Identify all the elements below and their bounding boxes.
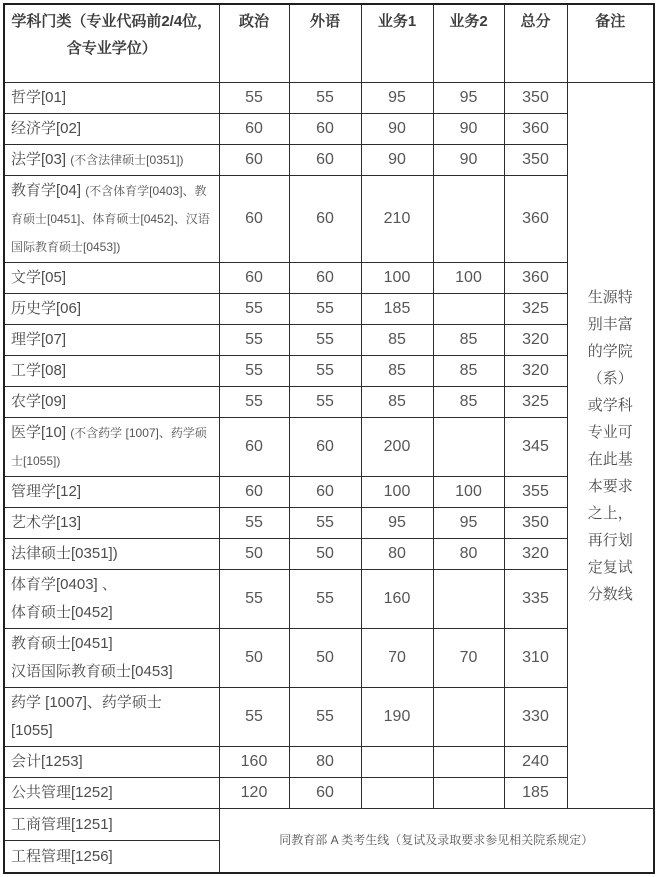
subject-label: 工学[08] — [11, 362, 67, 379]
cell-major1: 90 — [361, 114, 433, 145]
cell-politics: 60 — [219, 114, 289, 145]
cell-major1: 85 — [361, 356, 433, 387]
table-row — [4, 570, 654, 629]
header-row — [4, 4, 654, 83]
subject-label: 工程管理[1256] — [11, 848, 113, 865]
subject-cell — [4, 747, 219, 778]
cell-foreign-language: 55 — [289, 508, 361, 539]
cell-foreign-language: 50 — [289, 539, 361, 570]
table-row — [4, 809, 654, 841]
subject-label-line2: [1055] — [11, 722, 53, 739]
subject-cell — [4, 629, 219, 688]
table-row — [4, 325, 654, 356]
cell-foreign-language: 80 — [289, 747, 361, 778]
cell-major2: 100 — [433, 263, 504, 294]
cell-politics: 55 — [219, 356, 289, 387]
score-table — [3, 3, 655, 874]
table-row — [4, 263, 654, 294]
subject-cell — [4, 778, 219, 809]
cell-total: 350 — [504, 508, 567, 539]
subject-label: 教育学[04] — [11, 182, 86, 199]
cell-major1: 90 — [361, 145, 433, 176]
subject-cell — [4, 176, 219, 263]
cell-major2: 90 — [433, 145, 504, 176]
remark-cell — [567, 83, 654, 809]
cell-total: 325 — [504, 387, 567, 418]
cell-politics: 60 — [219, 145, 289, 176]
subject-label: 历史学[06] — [11, 300, 82, 317]
cell-politics: 60 — [219, 477, 289, 508]
cell-foreign-language: 55 — [289, 325, 361, 356]
cell-major1: 100 — [361, 263, 433, 294]
subject-label: 会计[1253] — [11, 753, 83, 770]
col-header-politics: 政治 — [219, 4, 289, 83]
cell-total: 240 — [504, 747, 567, 778]
cell-major1: 95 — [361, 83, 433, 114]
cell-major1 — [361, 778, 433, 809]
subject-cell — [4, 387, 219, 418]
cell-foreign-language: 50 — [289, 629, 361, 688]
cell-foreign-language: 55 — [289, 356, 361, 387]
cell-politics: 160 — [219, 747, 289, 778]
cell-major1: 160 — [361, 570, 433, 629]
table-body — [4, 83, 654, 874]
cell-politics: 55 — [219, 83, 289, 114]
cell-major1 — [361, 747, 433, 778]
table-row — [4, 83, 654, 114]
cell-major2: 100 — [433, 477, 504, 508]
subject-label: 文学[05] — [11, 269, 67, 286]
subject-label: 药学 [1007]、药学硕士 — [11, 694, 162, 711]
cell-major2: 85 — [433, 325, 504, 356]
subject-cell — [4, 477, 219, 508]
footer-note-cell: 同教育部 A 类考生线（复试及录取要求参见相关院系规定） — [219, 809, 654, 874]
subject-label: 农学[09] — [11, 393, 67, 410]
table-row — [4, 145, 654, 176]
cell-foreign-language: 55 — [289, 387, 361, 418]
cell-total: 360 — [504, 114, 567, 145]
table-row — [4, 477, 654, 508]
cell-total: 310 — [504, 629, 567, 688]
cell-major1: 95 — [361, 508, 433, 539]
subject-cell — [4, 263, 219, 294]
cell-total: 185 — [504, 778, 567, 809]
subject-label: 工商管理[1251] — [11, 816, 113, 833]
cell-major2: 95 — [433, 83, 504, 114]
subject-cell — [4, 114, 219, 145]
table-row — [4, 294, 654, 325]
cell-total: 325 — [504, 294, 567, 325]
cell-total: 360 — [504, 176, 567, 263]
cell-foreign-language: 55 — [289, 688, 361, 747]
cell-major1: 85 — [361, 387, 433, 418]
cell-foreign-language: 60 — [289, 477, 361, 508]
cell-major1: 210 — [361, 176, 433, 263]
cell-politics: 60 — [219, 263, 289, 294]
subject-label: 理学[07] — [11, 331, 67, 348]
cell-major2 — [433, 747, 504, 778]
subject-cell — [4, 841, 219, 874]
subject-cell — [4, 688, 219, 747]
cell-major2 — [433, 176, 504, 263]
cell-total: 345 — [504, 418, 567, 477]
subject-cell — [4, 325, 219, 356]
cell-major1: 190 — [361, 688, 433, 747]
cell-politics: 60 — [219, 176, 289, 263]
cell-foreign-language: 60 — [289, 176, 361, 263]
col-header-remark: 备注 — [567, 4, 654, 83]
col-header-major1: 业务1 — [361, 4, 433, 83]
cell-total: 350 — [504, 83, 567, 114]
subject-label-note: (不含药学 [1007]、药学硕士[1055]) — [11, 426, 207, 468]
cell-major1: 185 — [361, 294, 433, 325]
cell-major2: 80 — [433, 539, 504, 570]
subject-cell — [4, 83, 219, 114]
cell-major1: 80 — [361, 539, 433, 570]
table-row — [4, 688, 654, 747]
table-row — [4, 176, 654, 263]
table-row — [4, 747, 654, 778]
cell-major1: 100 — [361, 477, 433, 508]
cell-major2: 70 — [433, 629, 504, 688]
cell-total: 335 — [504, 570, 567, 629]
cell-total: 355 — [504, 477, 567, 508]
subject-cell — [4, 145, 219, 176]
cell-politics: 120 — [219, 778, 289, 809]
subject-label-line2: 体育硕士[0452] — [11, 604, 113, 621]
subject-cell — [4, 508, 219, 539]
table-row — [4, 778, 654, 809]
cell-major2: 85 — [433, 356, 504, 387]
cell-politics: 50 — [219, 629, 289, 688]
subject-cell — [4, 809, 219, 841]
cell-major2 — [433, 688, 504, 747]
cell-total: 330 — [504, 688, 567, 747]
cell-foreign-language: 60 — [289, 145, 361, 176]
subject-label: 哲学[01] — [11, 89, 67, 106]
cell-total: 320 — [504, 356, 567, 387]
table-row — [4, 114, 654, 145]
cell-politics: 50 — [219, 539, 289, 570]
col-header-subject: 学科门类（专业代码前2/4位，含专业学位） — [4, 4, 219, 83]
cell-politics: 55 — [219, 294, 289, 325]
cell-major2 — [433, 418, 504, 477]
cell-major2: 95 — [433, 508, 504, 539]
cell-total: 350 — [504, 145, 567, 176]
table-row — [4, 418, 654, 477]
table-row — [4, 356, 654, 387]
subject-label: 公共管理[1252] — [11, 784, 113, 801]
subject-label-note: (不含法律硕士[0351]) — [70, 153, 184, 167]
cell-major1: 70 — [361, 629, 433, 688]
cell-foreign-language: 60 — [289, 778, 361, 809]
cell-total: 360 — [504, 263, 567, 294]
cell-major2 — [433, 570, 504, 629]
subject-label: 法学[03] — [11, 151, 71, 168]
subject-cell — [4, 294, 219, 325]
cell-politics: 55 — [219, 387, 289, 418]
cell-politics: 55 — [219, 508, 289, 539]
cell-major2: 85 — [433, 387, 504, 418]
cell-major2 — [433, 778, 504, 809]
subject-label: 法律硕士[0351]) — [11, 545, 118, 562]
cell-foreign-language: 60 — [289, 418, 361, 477]
table-row — [4, 629, 654, 688]
subject-label-note: (不含体育学[0403]、教育硕士[0451]、体育硕士[0452]、汉语国际教育硕士[0453]) — [11, 184, 210, 254]
subject-cell — [4, 418, 219, 477]
cell-major1: 200 — [361, 418, 433, 477]
table-row — [4, 539, 654, 570]
table-row — [4, 508, 654, 539]
subject-label-line2: 汉语国际教育硕士[0453] — [11, 663, 173, 680]
subject-label: 教育硕士[0451] — [11, 635, 113, 652]
col-header-major2: 业务2 — [433, 4, 504, 83]
cell-foreign-language: 55 — [289, 570, 361, 629]
cell-foreign-language: 55 — [289, 294, 361, 325]
cell-major1: 85 — [361, 325, 433, 356]
subject-label: 体育学[0403] 、 — [11, 576, 117, 593]
cell-major2: 90 — [433, 114, 504, 145]
cell-politics: 60 — [219, 418, 289, 477]
cell-politics: 55 — [219, 325, 289, 356]
cell-major2 — [433, 294, 504, 325]
cell-foreign-language: 60 — [289, 263, 361, 294]
cell-foreign-language: 60 — [289, 114, 361, 145]
subject-cell — [4, 539, 219, 570]
remark-text: 生源特别丰富的学院（系）或学科专业可在此基本要求之上，再行划定复试分数线 — [587, 288, 633, 603]
cell-politics: 55 — [219, 570, 289, 629]
subject-label: 管理学[12] — [11, 483, 82, 500]
subject-label: 医学[10] — [11, 424, 71, 441]
subject-cell — [4, 570, 219, 629]
cell-total: 320 — [504, 325, 567, 356]
col-header-total: 总分 — [504, 4, 567, 83]
col-header-foreign-language: 外语 — [289, 4, 361, 83]
subject-label: 艺术学[13] — [11, 514, 82, 531]
subject-label: 经济学[02] — [11, 120, 82, 137]
table-row — [4, 387, 654, 418]
subject-cell — [4, 356, 219, 387]
cell-politics: 55 — [219, 688, 289, 747]
cell-total: 320 — [504, 539, 567, 570]
cell-foreign-language: 55 — [289, 83, 361, 114]
